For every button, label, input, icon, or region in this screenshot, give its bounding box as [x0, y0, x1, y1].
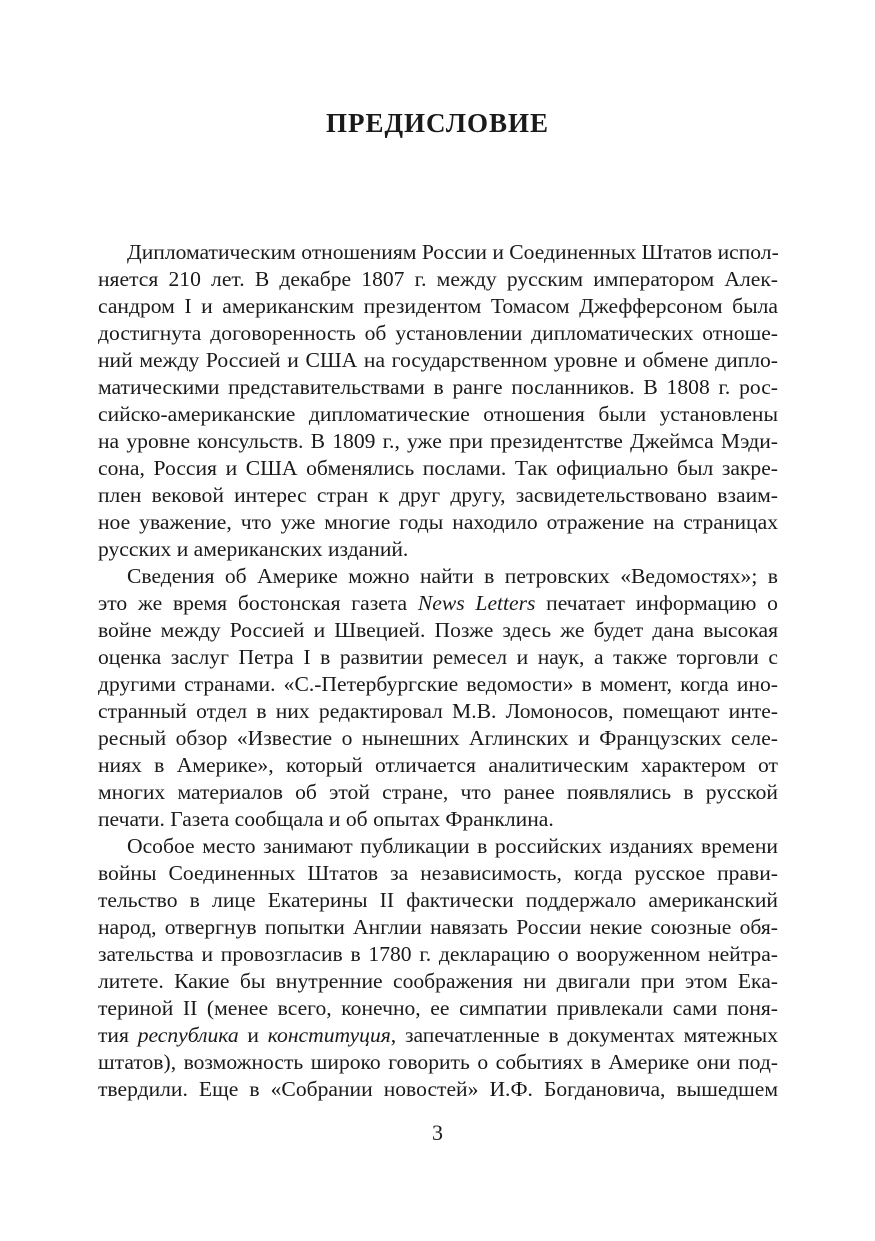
text-line: ниях в Америке», который отличается аналитическим характером от	[98, 753, 778, 777]
text-fragment: печатает информацию о	[535, 591, 778, 615]
text-line: териной II (менее всего, конечно, ее симпатии привлекали сами поня-	[98, 996, 778, 1020]
text-line: Сведения об Америке можно найти в петровских «Ведомостях»; в	[127, 564, 778, 588]
text-line: ресный обзор «Известие о нынешних Аглинских и Французских селе-	[98, 726, 778, 750]
text-fragment: это же время бостонская газета	[98, 591, 418, 615]
paragraph	[98, 239, 778, 563]
text-line: ний между Россией и США на государственном уровне и обмене дипло-	[98, 348, 778, 372]
text-line: другими странами. «С.-Петербургские ведомости» в момент, когда ино-	[98, 672, 778, 696]
italic-term: конституция	[267, 1023, 391, 1047]
paragraph	[98, 563, 778, 833]
text-fragment: и	[238, 1023, 268, 1047]
text-line: достигнута договоренность об установлении дипломатических отноше-	[98, 321, 778, 345]
text-line: Особое место занимают публикации в российских изданиях времени	[127, 834, 778, 858]
body-text	[98, 239, 778, 1103]
text-line: сийско-американские дипломатические отношения были установлены	[98, 402, 778, 426]
text-line: войны Соединенных Штатов за независимость, когда русское прави-	[98, 861, 778, 885]
text-line: тельство в лице Екатерины II фактически поддержало американский	[98, 888, 778, 912]
text-line: матическими представительствами в ранге посланников. В 1808 г. рос-	[98, 375, 778, 399]
text-line: твердили. Еще в «Собрании новостей» И.Ф. Богдановича, вышедшем	[98, 1077, 778, 1101]
text-line: войне между Россией и Швецией. Позже здесь же будет дана высокая	[98, 618, 778, 642]
text-line: ное уважение, что уже многие годы находило отражение на страницах	[98, 510, 778, 534]
text-line: зательства и провозгласив в 1780 г. декларацию о вооруженном нейтра-	[98, 942, 778, 966]
page-title: ПРЕДИСЛОВИЕ	[325, 108, 550, 138]
text-line: печати. Газета сообщала и об опытах Франклина.	[98, 807, 554, 831]
page-number: 3	[432, 1120, 443, 1145]
text-fragment: тия	[98, 1023, 138, 1047]
text-line: сандром I и американским президентом Томасом Джефферсоном была	[98, 294, 778, 318]
text-line: штатов), возможность широко говорить о событиях в Америке они под-	[98, 1050, 778, 1074]
text-line: странный отдел в них редактировал М.В. Ломоносов, помещают инте-	[98, 699, 778, 723]
text-line	[98, 590, 778, 617]
text-line	[98, 1022, 778, 1049]
paragraph	[98, 833, 778, 1103]
italic-term: республика	[137, 1023, 239, 1047]
text-line: сона, Россия и США обменялись послами. Так официально был закре-	[98, 456, 778, 480]
text-line: Дипломатическим отношениям России и Соединенных Штатов испол-	[127, 240, 779, 264]
text-line: народ, отвергнув попытки Англии навязать России некие союзные обя-	[98, 915, 778, 939]
text-line: многих материалов об этой стране, что ранее появлялись в русской	[98, 780, 778, 804]
text-line: литете. Какие бы внутренние соображения ни двигали при этом Ека-	[98, 969, 778, 993]
text-line: русских и американских изданий.	[98, 537, 409, 561]
text-line: на уровне консульств. В 1809 г., уже при президентстве Джеймса Мэди-	[98, 429, 778, 453]
text-line: плен вековой интерес стран к друг другу, засвидетельствовано взаим-	[98, 483, 778, 507]
text-line: няется 210 лет. В декабре 1807 г. между русским императором Алек-	[98, 267, 778, 291]
text-fragment: , запечатленные в документах мятежных	[390, 1023, 778, 1047]
text-line: оценка заслуг Петра I в развитии ремесел и наук, а также торговли с	[98, 645, 778, 669]
italic-term: News Letters	[417, 591, 536, 615]
